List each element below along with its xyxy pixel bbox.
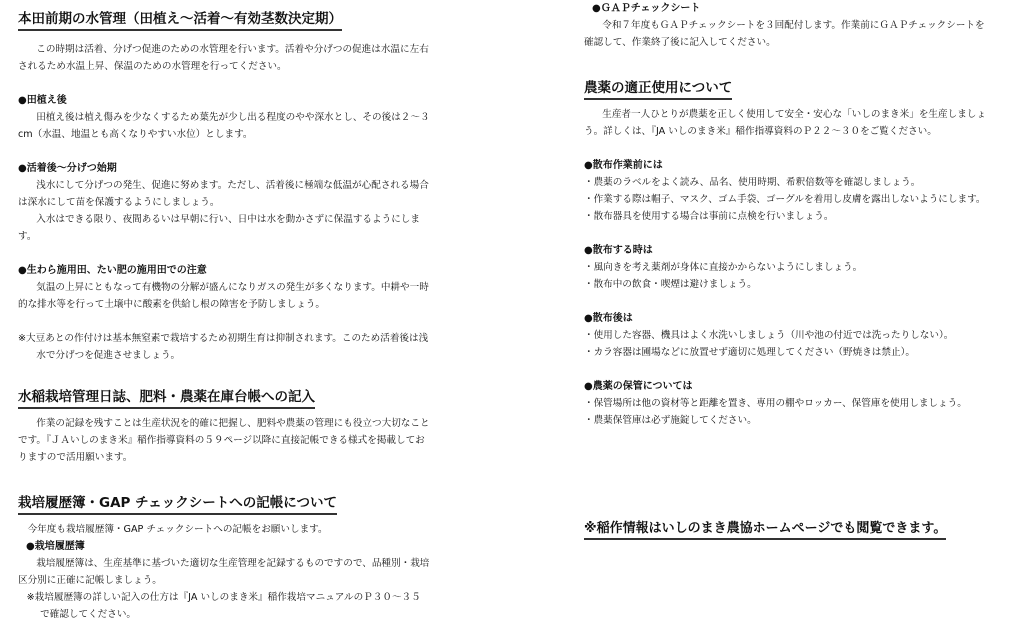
section-title-history-book: 栽培履歴簿・GAP チェックシートへの記帳について (18, 494, 337, 515)
before-spraying-item: ・作業する際は帽子、マスク、ゴム手袋、ゴーグルを着用し皮膚を露出しないようにします。 (584, 194, 986, 205)
history-book-heading: ●栽培履歴簿 (26, 541, 85, 552)
straw-field-text: 気温の上昇にともなって有機物の分解が盛んになりガスの発生が多くなります。中耕や一時的な排水等を行って土壌中に酸素を供給し根の障害を予防しましょう。 (18, 282, 429, 310)
during-spraying-item: ・風向きを考え薬剤が身体に直接かからないようにしましょう。 (584, 262, 863, 273)
after-spraying-item: ・使用した容器、機具はよく水洗いしましょう（川や池の付近では洗ったりしない）。 (584, 330, 954, 341)
cultivation-diary-text: 作業の記録を残すことは生産状況を的確に把握し、肥料や農薬の管理にも役立つ大切なことです。『ＪＡいしのまき米』稲作指導資料の５９ページ以降に直接記帳できる様式を掲載しておりますので活用願います。 (18, 418, 430, 463)
before-spraying-item: ・散布器具を使用する場合は事前に点検を行いましょう。 (584, 211, 834, 222)
before-spraying-heading: ●散布作業前には (584, 160, 663, 171)
rooting-heading: ●活着後～分げつ始期 (18, 163, 117, 174)
right-column (584, 0, 994, 429)
section-title-cultivation-diary: 水稲栽培管理日誌、肥料・農薬在庫台帳への記入 (18, 388, 315, 409)
gap-check-text: 令和７年度もＧＡＰチェックシートを３回配付します。作業前にＧＡＰチェックシートを確認して、作業終了後に記入してください。 (584, 20, 985, 48)
section-title-pesticide: 農薬の適正使用について (584, 79, 732, 100)
after-spraying-item: ・カラ容器は圃場などに放置せず適切に処理してください（野焼きは禁止）。 (584, 347, 915, 358)
during-spraying-heading: ●散布する時は (584, 245, 653, 256)
history-book-intro: 今年度も栽培履歴簿・GAP チェックシートへの記帳をお願いします。 (27, 524, 328, 535)
section-title-water-management: 本田前期の水管理（田植え～活着～有効茎数決定期） (18, 10, 342, 31)
before-spraying-item: ・農薬のラベルをよく読み、品名、使用時期、希釈倍数等を確認しましょう。 (584, 177, 921, 188)
storage-item: ・保管場所は他の資材等と距離を置き、専用の棚やロッカー、保管庫を使用しましょう。 (584, 398, 967, 409)
history-book-text: 栽培履歴簿は、生産基準に基づいた適切な生産管理を記録するものですので、品種別・栽培区分別に正確に記帳しましょう。 (18, 558, 430, 586)
history-book-note: ※栽培履歴簿の詳しい記入の仕方は『JA いしのまき米』稲作栽培マニュアルのＰ３０～３５で確認してください。 (26, 592, 421, 620)
storage-item: ・農薬保管庫は必ず施錠してください。 (584, 415, 757, 426)
pesticide-intro: 生産者一人ひとりが農薬を正しく使用して安全・安心な「いしのまき米」を生産しましょう。詳しくは、『JA いしのまき米』稲作指導資料のＰ２２～３０をご覧ください。 (584, 109, 986, 137)
during-spraying-item: ・散布中の飲食・喫煙は避けましょう。 (584, 279, 757, 290)
after-planting-heading: ●田植え後 (18, 95, 67, 106)
straw-field-heading: ●生わら施用田、たい肥の施用田での注意 (18, 265, 207, 276)
after-spraying-heading: ●散布後は (584, 313, 633, 324)
gap-check-heading: ●ＧＡＰチェックシート (592, 3, 701, 14)
homepage-notice: ※稲作情報はいしのまき農協ホームページでも閲覧できます。 (584, 520, 946, 540)
water-management-intro: この時期は活着、分げつ促進のための水管理を行います。活着や分げつの促進は水温に左右されるため水温上昇、保温のための水管理を行ってください。 (18, 44, 429, 72)
left-column (18, 0, 430, 623)
after-planting-text: 田植え後は植え傷みを少なくするため葉先が少し出る程度のやや深水とし、その後は２～３cm（水温、地温とも高くなりやすい水位）とします。 (18, 112, 430, 140)
storage-heading: ●農薬の保管については (584, 381, 693, 392)
soybean-note: ※大豆あとの作付けは基本無窒素で栽培するため初期生育は抑制されます。このため活着後は浅水で分げつを促進させましょう。 (18, 333, 429, 361)
rooting-text-2: 入水はできる限り、夜間あるいは早朝に行い、日中は水を動かさずに保温するようにします。 (18, 214, 420, 242)
rooting-text-1: 浅水にして分げつの発生、促進に努めます。ただし、活着後に極端な低温が心配される場合は深水にして苗を保護するようにしましょう。 (18, 180, 429, 208)
